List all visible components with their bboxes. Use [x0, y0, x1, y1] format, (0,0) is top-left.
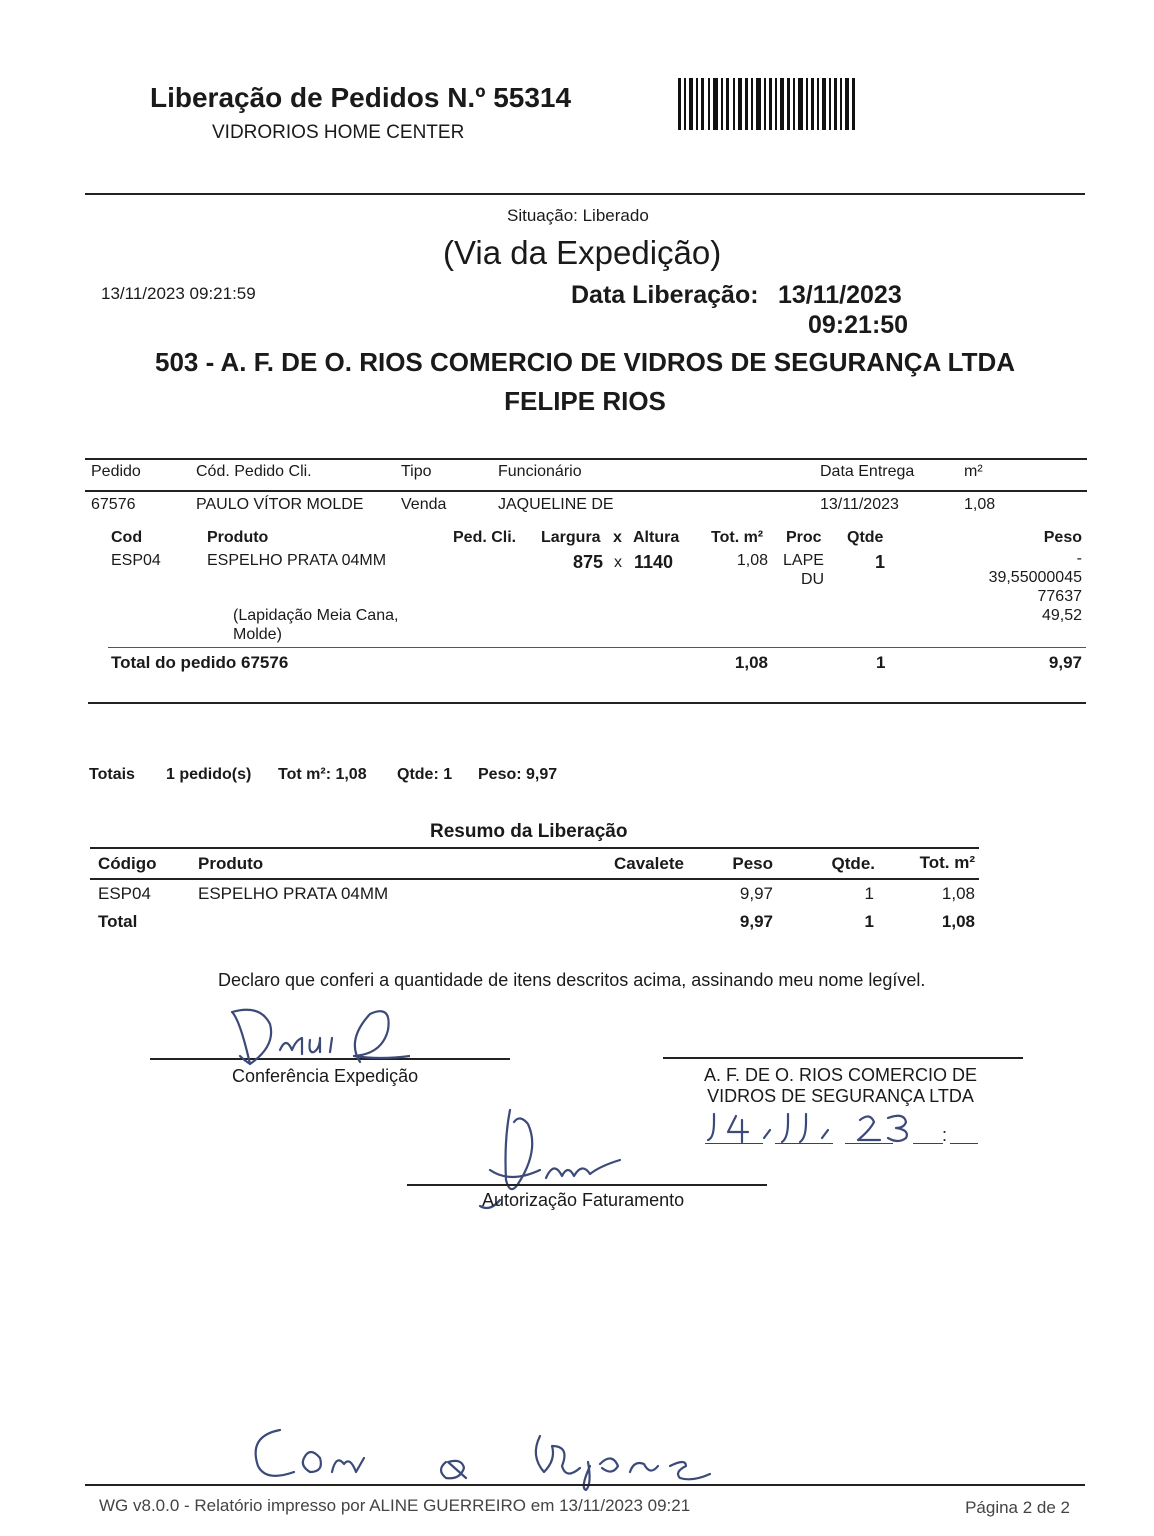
client-name: 503 - A. F. DE O. RIOS COMERCIO DE VIDROS DE SEGURANÇA LTDA: [154, 347, 1016, 377]
autorizacao-signature-line: [407, 1184, 767, 1186]
page-number: Página 2 de 2: [965, 1498, 1070, 1517]
resumo-col-qtde: Qtde.: [831, 854, 875, 873]
signature-conferencia-icon: [210, 1000, 410, 1080]
cell-data-entrega: 13/11/2023: [820, 496, 899, 513]
data-liberacao-time: 09:21:50: [808, 311, 909, 339]
company-signature-line: [663, 1057, 1023, 1059]
printed-timestamp: 13/11/2023 09:21:59: [101, 284, 256, 303]
item-proc-line1: LAPE: [783, 552, 824, 569]
company-signature-line2: VIDROS DE SEGURANÇA LTDA: [707, 1086, 974, 1106]
col-data-entrega: Data Entrega: [820, 463, 915, 480]
col-tot-m2: Tot. m²: [711, 529, 764, 546]
declaration-text: Declaro que conferi a quantidade de itens descritos acima, assinando meu nome legível.: [218, 970, 926, 990]
document-title: Liberação de Pedidos N.º 55314: [150, 82, 572, 113]
col-altura: Altura: [633, 529, 680, 546]
item-peso-line4: 49,52: [1041, 607, 1082, 624]
resumo-top-rule: [90, 847, 979, 849]
order-table-header-rule: [85, 490, 1087, 492]
col-m2: m²: [964, 463, 983, 480]
totals-peso: Peso: 9,97: [478, 766, 558, 783]
item-tot-m2: 1,08: [736, 552, 768, 569]
data-liberacao-label: Data Liberação:: [571, 281, 759, 309]
data-liberacao-date: 13/11/2023: [778, 281, 902, 309]
cell-funcionario: JAQUELINE DE: [498, 496, 614, 513]
resumo-total-label: Total: [98, 912, 138, 931]
item-largura: 875: [573, 552, 604, 572]
cell-cod-pedido-cli: PAULO VÍTOR MOLDE: [196, 496, 364, 513]
item-qtde: 1: [875, 552, 886, 572]
resumo-cell-peso: 9,97: [739, 884, 773, 903]
order-total-qtde: 1: [876, 653, 886, 672]
col-funcionario: Funcionário: [498, 463, 582, 480]
order-table-top-rule: [85, 458, 1087, 460]
totals-pedidos: 1 pedido(s): [166, 766, 252, 783]
resumo-col-peso: Peso: [732, 854, 773, 873]
col-largura: Largura: [541, 529, 601, 546]
resumo-cell-qtde: 1: [864, 884, 874, 903]
client-contact: FELIPE RIOS: [504, 386, 666, 416]
item-total-rule: [108, 647, 1086, 648]
date-blank-minute: [950, 1143, 978, 1144]
col-pedido: Pedido: [91, 463, 141, 480]
handwritten-date-icon: [700, 1108, 920, 1148]
cell-tipo: Venda: [401, 496, 447, 513]
barcode-icon: [678, 78, 856, 132]
order-total-peso: 9,97: [1048, 653, 1082, 672]
resumo-header-rule: [90, 878, 979, 880]
footer-printed-by: WG v8.0.0 - Relatório impresso por ALINE GUERREIRO em 13/11/2023 09:21: [99, 1496, 691, 1515]
via-label: (Via da Expedição): [443, 234, 722, 271]
totals-label: Totais: [89, 766, 135, 783]
totals-qtde: Qtde: 1: [397, 766, 453, 783]
resumo-total-peso: 9,97: [739, 912, 773, 931]
col-tipo: Tipo: [401, 463, 432, 480]
resumo-cell-produto: ESPELHO PRATA 04MM: [198, 884, 389, 903]
order-total-m2: 1,08: [734, 653, 768, 672]
date-colon: :: [942, 1125, 948, 1145]
conferencia-label: Conferência Expedição: [232, 1066, 419, 1086]
item-obs-line1: (Lapidação Meia Cana,: [233, 607, 399, 624]
item-obs-line2: Molde): [233, 626, 282, 643]
col-qtde: Qtde: [847, 529, 884, 546]
item-produto: ESPELHO PRATA 04MM: [207, 552, 387, 569]
cell-pedido: 67576: [91, 496, 136, 513]
resumo-cell-codigo: ESP04: [98, 884, 151, 903]
totals-tot-m2: Tot m²: 1,08: [278, 766, 367, 783]
situacao-label: Situação: Liberado: [507, 206, 649, 225]
item-peso-line2: 39,55000045: [988, 569, 1082, 586]
resumo-col-cavalete: Cavalete: [614, 854, 684, 873]
resumo-total-tot-m2: 1,08: [941, 912, 975, 931]
col-cod-pedido-cli: Cód. Pedido Cli.: [196, 463, 312, 480]
order-total-label: Total do pedido 67576: [111, 653, 289, 672]
col-peso: Peso: [1043, 529, 1082, 546]
order-section-bottom-rule: [88, 702, 1086, 704]
item-altura: 1140: [634, 552, 674, 572]
item-cod: ESP04: [111, 552, 161, 569]
col-cod: Cod: [111, 529, 143, 546]
company-name: VIDRORIOS HOME CENTER: [212, 122, 465, 143]
col-ped-cli: Ped. Cli.: [453, 529, 517, 546]
col-produto: Produto: [207, 529, 269, 546]
resumo-col-produto: Produto: [198, 854, 264, 873]
item-peso-line3: 77637: [1037, 588, 1082, 605]
resumo-title: Resumo da Liberação: [430, 821, 628, 842]
item-x: x: [614, 554, 622, 571]
item-proc-line2: DU: [801, 571, 825, 588]
col-proc: Proc: [786, 529, 822, 546]
item-peso-line1: -: [1076, 550, 1082, 567]
resumo-col-tot-m2: Tot. m²: [919, 853, 975, 872]
resumo-total-qtde: 1: [864, 912, 874, 931]
resumo-col-codigo: Código: [98, 854, 157, 873]
cell-m2: 1,08: [964, 496, 996, 513]
col-x: x: [613, 529, 622, 546]
company-signature-line1: A. F. DE O. RIOS COMERCIO DE: [703, 1065, 978, 1085]
footer-rule: [85, 1484, 1085, 1486]
header-divider: [85, 193, 1085, 195]
resumo-cell-tot-m2: 1,08: [941, 884, 975, 903]
autorizacao-label: Autorização Faturamento: [482, 1190, 685, 1210]
